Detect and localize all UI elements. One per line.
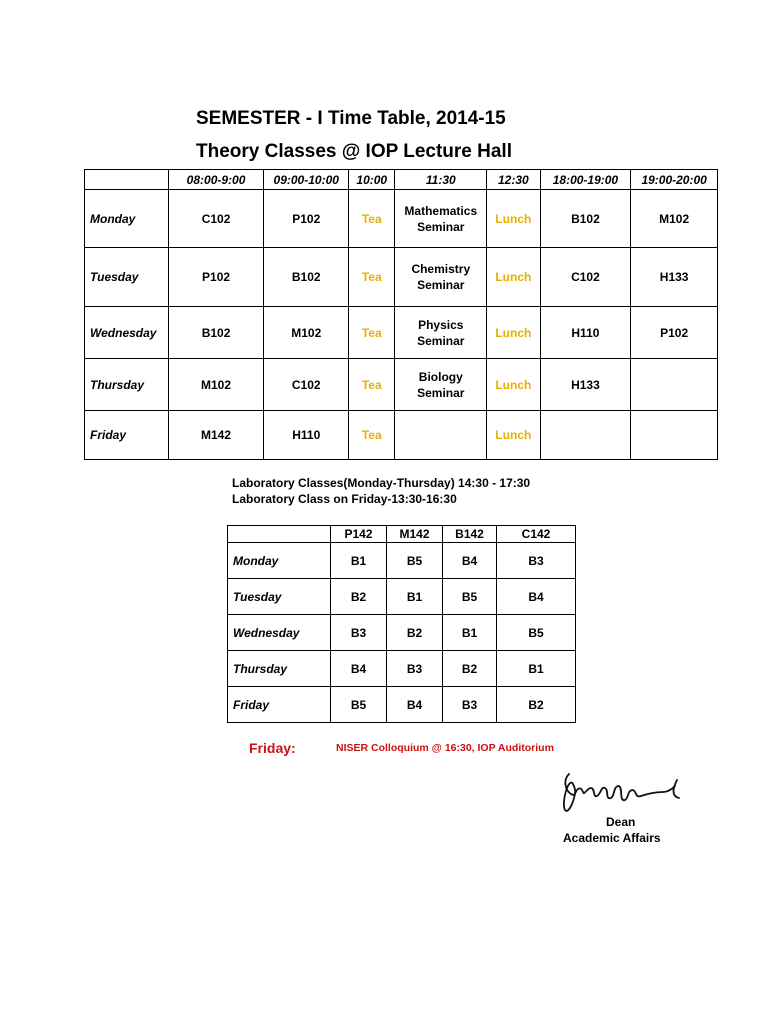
header-cell: 11:30: [395, 170, 487, 190]
class-cell: M102: [631, 190, 718, 248]
class-cell: B102: [168, 307, 264, 359]
lunch-cell: Lunch: [487, 411, 540, 460]
friday-notice-label: Friday:: [249, 740, 296, 756]
batch-cell: B4: [331, 651, 387, 687]
lab-note-weekday: Laboratory Classes(Monday-Thursday) 14:30 - 17:30: [232, 476, 531, 490]
tea-cell: Tea: [349, 411, 395, 460]
batch-cell: B1: [387, 579, 443, 615]
lunch-cell: Lunch: [487, 248, 540, 307]
batch-cell: B5: [331, 687, 387, 723]
class-cell: H133: [540, 359, 631, 411]
seminar-subject: Chemistry: [411, 262, 471, 276]
table-row: [85, 307, 718, 359]
header-cell: M142: [387, 526, 443, 543]
theory-timetable: [84, 169, 718, 460]
class-cell: P102: [631, 307, 718, 359]
class-cell: M102: [168, 359, 264, 411]
table-row: [228, 543, 576, 579]
seminar-cell: [395, 359, 487, 411]
lunch-cell: Lunch: [487, 190, 540, 248]
class-cell: [631, 411, 718, 460]
day-cell: Monday: [85, 190, 169, 248]
tea-cell: Tea: [349, 190, 395, 248]
batch-cell: B2: [497, 687, 576, 723]
header-cell: [228, 526, 331, 543]
seminar-label: Seminar: [417, 333, 465, 348]
table-row: [228, 579, 576, 615]
batch-cell: B1: [443, 615, 497, 651]
page-subtitle: Theory Classes @ IOP Lecture Hall: [196, 141, 512, 162]
batch-cell: B4: [443, 543, 497, 579]
batch-cell: B2: [387, 615, 443, 651]
day-cell: Friday: [228, 687, 331, 723]
class-cell: C102: [540, 248, 631, 307]
day-cell: Wednesday: [228, 615, 331, 651]
batch-cell: B5: [443, 579, 497, 615]
class-cell: H110: [264, 411, 349, 460]
class-cell: M142: [168, 411, 264, 460]
batch-cell: B2: [331, 579, 387, 615]
seminar-cell: [395, 307, 487, 359]
lab-note-friday: Laboratory Class on Friday-13:30-16:30: [232, 492, 457, 506]
table-row: [228, 615, 576, 651]
day-cell: Friday: [85, 411, 169, 460]
signatory-office: Academic Affairs: [563, 831, 661, 845]
theory-header-row: [85, 170, 718, 190]
batch-cell: B3: [387, 651, 443, 687]
class-cell: C102: [264, 359, 349, 411]
header-cell: C142: [497, 526, 576, 543]
tea-cell: Tea: [349, 307, 395, 359]
seminar-label: Seminar: [417, 385, 465, 400]
header-cell: B142: [443, 526, 497, 543]
batch-cell: B1: [497, 651, 576, 687]
batch-cell: B1: [331, 543, 387, 579]
seminar-subject: Biology: [418, 369, 463, 384]
day-cell: Tuesday: [85, 248, 169, 307]
header-cell: 19:00-20:00: [631, 170, 718, 190]
header-cell: 12:30: [487, 170, 540, 190]
seminar-cell: [395, 190, 487, 248]
day-cell: Monday: [228, 543, 331, 579]
table-row: [228, 687, 576, 723]
tea-cell: Tea: [349, 248, 395, 307]
batch-cell: B5: [497, 615, 576, 651]
batch-cell: B3: [331, 615, 387, 651]
header-cell: [85, 170, 169, 190]
class-cell: M102: [264, 307, 349, 359]
header-cell: P142: [331, 526, 387, 543]
class-cell: [540, 411, 631, 460]
table-row: [85, 411, 718, 460]
class-cell: P102: [264, 190, 349, 248]
lab-header-row: [228, 526, 576, 543]
batch-cell: B5: [387, 543, 443, 579]
class-cell: B102: [540, 190, 631, 248]
class-cell: H110: [540, 307, 631, 359]
day-cell: Thursday: [228, 651, 331, 687]
day-cell: Tuesday: [228, 579, 331, 615]
seminar-subject: Mathematics: [404, 203, 478, 218]
seminar-cell: [395, 248, 487, 307]
signatory-title: Dean: [606, 815, 636, 829]
table-row: [85, 248, 718, 307]
tea-cell: Tea: [349, 359, 395, 411]
lunch-cell: Lunch: [487, 307, 540, 359]
batch-cell: B3: [497, 543, 576, 579]
lunch-cell: Lunch: [487, 359, 540, 411]
table-row: [85, 190, 718, 248]
batch-cell: B3: [443, 687, 497, 723]
table-row: [85, 359, 718, 411]
class-cell: [631, 359, 718, 411]
batch-cell: B2: [443, 651, 497, 687]
seminar-subject: Physics: [418, 317, 464, 332]
friday-notice-text: NISER Colloquium @ 16:30, IOP Auditorium: [336, 742, 554, 754]
seminar-label: Seminar: [417, 278, 465, 292]
day-cell: Wednesday: [85, 307, 169, 359]
header-cell: 09:00-10:00: [264, 170, 349, 190]
class-cell: P102: [168, 248, 264, 307]
header-cell: 08:00-9:00: [168, 170, 264, 190]
signature-image: [555, 766, 690, 816]
batch-cell: B4: [497, 579, 576, 615]
page-title: SEMESTER - I Time Table, 2014-15: [196, 108, 506, 129]
lab-timetable: [227, 525, 576, 723]
class-cell: C102: [168, 190, 264, 248]
table-row: [228, 651, 576, 687]
class-cell: B102: [264, 248, 349, 307]
day-cell: Thursday: [85, 359, 169, 411]
seminar-label: Seminar: [417, 219, 465, 234]
batch-cell: B4: [387, 687, 443, 723]
header-cell: 10:00: [349, 170, 395, 190]
seminar-cell: [395, 411, 487, 460]
class-cell: H133: [631, 248, 718, 307]
header-cell: 18:00-19:00: [540, 170, 631, 190]
